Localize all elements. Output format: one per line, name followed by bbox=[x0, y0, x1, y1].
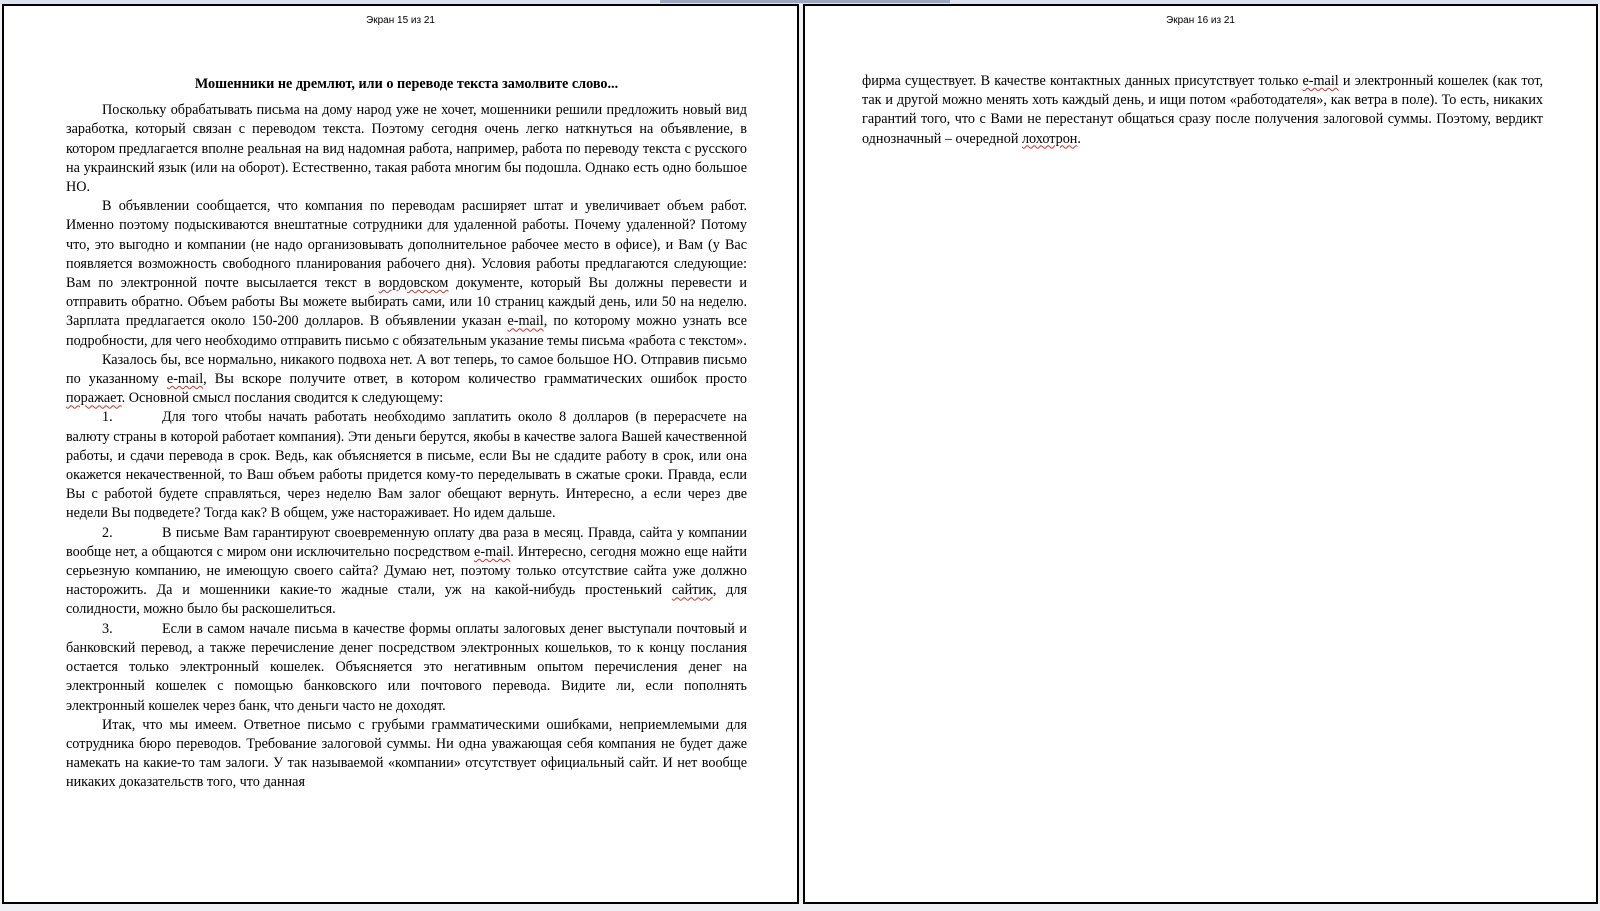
paragraph-2 bbox=[66, 197, 747, 351]
paragraph-4: Итак, что мы имеем. Ответное письмо с грубыми грамматическими ошибками, неприемлемыми для сотрудника бюро переводов. Требование залоговой суммы. Ни одна уважающая себя компания не будет даже намекать на какие-то там залоги. У так называемой «компании» отсутствует официальный сайт. И нет вообще никаких доказательств того, что данная bbox=[66, 716, 747, 791]
text-run: В объявлении сообщается, что компания по переводам расширяет штат и увеличивает объем работ. Именно поэтому подыскиваются внештатные сотрудники для удаленной работы. Почему удаленной? Потому что, это выгодно и компании (не надо организовывать дополнительное рабочее место в офисе), и Вам (у Вас появляется возможность свободного планирования рабочего дня). Условия работы предлагаются следующие: Вам по электронной почте высылается текст в bbox=[66, 198, 747, 292]
list-number: 3. bbox=[102, 620, 113, 637]
misspelled-word[interactable]: e-mail bbox=[507, 313, 544, 330]
text-run: Казалось бы, все нормально, никакого подвоха нет. А вот теперь, то самое большое НО. Отправив письмо по указанному bbox=[66, 351, 747, 388]
paragraph-continued bbox=[862, 72, 1543, 149]
page-header: Экран 16 из 21 bbox=[1166, 15, 1235, 26]
list-item-1 bbox=[66, 408, 747, 523]
text-run: . Основной смысл послания сводится к следующему: bbox=[121, 390, 444, 407]
misspelled-word[interactable]: лохотрон bbox=[1021, 130, 1078, 147]
misspelled-word[interactable]: вордовском bbox=[378, 275, 449, 292]
paragraph-1: Поскольку обрабатывать письма на дому народ уже не хочет, мошенники решили предложить новый вид заработка, который связан с переводом текста. Поэтому сегодня очень легко наткнуться на объявление, в котором предлагается вполне реальная на вид надомная работа, например, работа по переводу текста с русского на украинский язык (или на оборот). Естественно, такая работа многим бы подошла. Однако есть одно большое НО. bbox=[66, 102, 747, 196]
misspelled-word[interactable]: поражает bbox=[66, 390, 122, 407]
paragraph-3 bbox=[66, 351, 747, 409]
text-run: , для солидности, можно было бы раскошелиться. bbox=[66, 582, 748, 618]
list-number: 1. bbox=[102, 409, 113, 426]
text-run: документе, который Вы должны перевести и отправить обратно. Объем работы Вы можете выбирать сами, или 10 страниц каждый день, или 50 на неделю. Зарплата предлагается около 150-200 долларов. В объявлении указан bbox=[66, 275, 747, 330]
text-run: . Интересно, сегодня можно еще найти серьезную компанию, не имеющую своего сайта? Думаю нет, поэтому только отсутствие сайта уже должно насторожить. Да и мошенники какие-то жадные стали, уж на какой-нибудь простенький bbox=[66, 543, 747, 599]
top-strip-accent bbox=[660, 0, 950, 3]
text-run: и электронный кошелек (как тот, так и другой можно менять хоть каждый день, и ищи потом «работодателя», как ветра в поле). То есть, никаких гарантий того, что с Вами не перестанут общаться сразу после получения залоговой суммы. Поэтому, вердикт однозначный – очередной bbox=[862, 73, 1544, 147]
text-run: . bbox=[1077, 130, 1081, 147]
document-page-15 bbox=[2, 4, 799, 904]
list-number: 2. bbox=[102, 524, 113, 541]
text-run: Если в самом начале письма в качестве формы оплаты залоговых денег выступали почтовый и банковский перевод, а также перечисление денег посредством электронных кошельков, то к концу послания остается только электронный кошелек. Объясняется это негативным опытом перечисления денег на электронный кошелек с помощью банковского или почтового перевода. Видите ли, если пополнять электронный кошелек через банк, что деньги часто не доходят. bbox=[66, 620, 747, 714]
misspelled-word[interactable]: e-mail bbox=[474, 543, 511, 560]
text-run: В письме Вам гарантируют своевременную оплату два раза в месяц. Правда, сайта у компании вообще нет, а общаются с миром они исключительно посредством bbox=[66, 524, 747, 560]
page-body bbox=[862, 72, 1543, 149]
page-header: Экран 15 из 21 bbox=[366, 15, 435, 26]
list-item-3 bbox=[66, 620, 747, 716]
document-page-16 bbox=[803, 4, 1598, 904]
text-run: Для того чтобы начать работать необходимо заплатить около 8 долларов (в перерасчете на валюту страны в которой работает компания). Эти деньги берутся, якобы в качестве залога Вашей качественной работы, и сдачи перевода в срок. Ведь, как объясняется в письме, если Вы не сдадите работу в срок, или она окажется некачественной, то Ваш объем работы придется кому-то переделывать в сжатые сроки. Правда, если Вы с работой будете справляться, через неделю Вам залог обещают вернуть. Интересно, а если через две недели Вы подведете? Тогда как? В общем, уже настораживает. Но идем дальше. bbox=[66, 409, 747, 522]
list-item-2 bbox=[66, 524, 747, 620]
text-run: , Вы вскоре получите ответ, в котором количество грамматических ошибок просто bbox=[203, 371, 747, 388]
misspelled-word[interactable]: e-mail bbox=[166, 371, 204, 388]
misspelled-word[interactable]: e-mail bbox=[1302, 73, 1339, 89]
text-run: фирма существует. В качестве контактных данных присутствует только bbox=[862, 73, 1303, 89]
text-run: , по которому можно узнать все подробности, для чего необходимо отправить письмо с обязательным указание темы письма «работа с текстом». bbox=[66, 313, 747, 349]
document-title: Мошенники не дремлют, или о переводе текста замолвите слово... bbox=[194, 76, 619, 92]
misspelled-word[interactable]: сайтик bbox=[671, 582, 713, 599]
page-body bbox=[66, 75, 747, 793]
